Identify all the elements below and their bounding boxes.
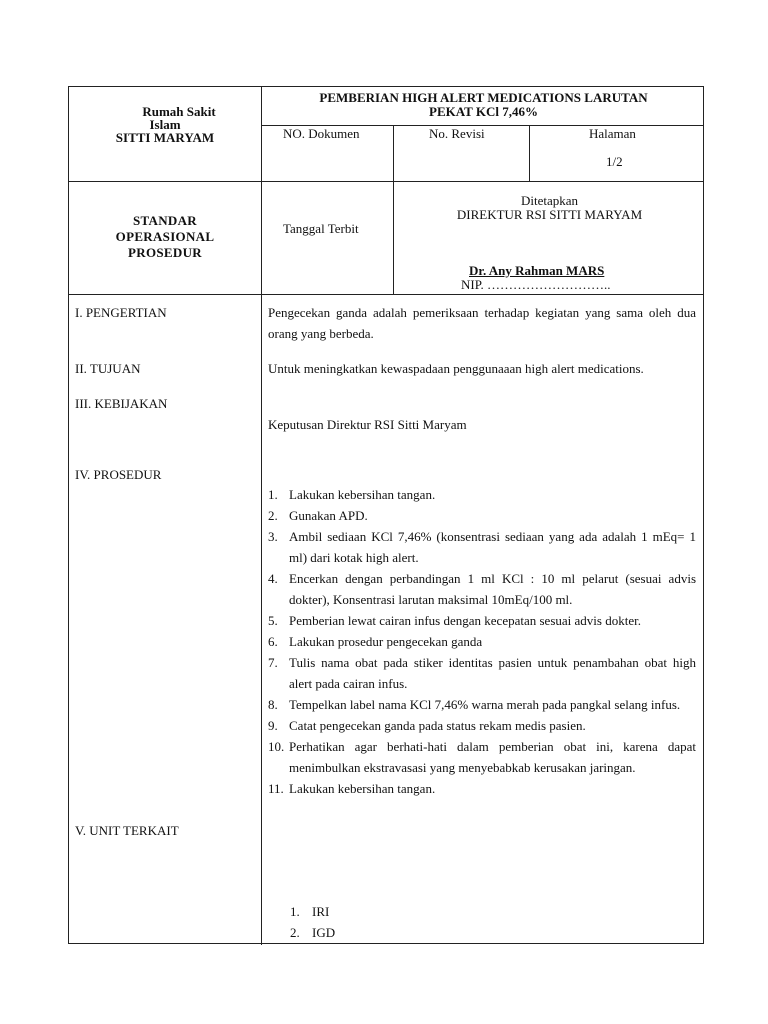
unit-list	[290, 901, 335, 943]
kebijakan-text: Keputusan Direktur RSI Sitti Maryam	[268, 417, 467, 432]
list-item	[268, 736, 696, 778]
step-text: Gunakan APD.	[289, 508, 368, 523]
title-line-2: PEKAT KCl 7,46%	[429, 104, 538, 119]
pengertian-text: Pengecekan ganda adalah pemeriksaan terhadap kegiatan yang sama oleh dua orang yang berbeda.	[268, 305, 696, 341]
sop-label	[69, 213, 261, 261]
hospital-line-1: Rumah Sakit	[142, 104, 216, 119]
step-text: Tulis nama obat pada stiker identitas pasien untuk penambahan obat high alert pada cairan infus.	[289, 655, 696, 691]
list-item	[268, 568, 696, 610]
step-number: 1.	[268, 487, 278, 502]
direktur-label: DIREKTUR RSI SITTI MARYAM	[456, 207, 643, 222]
procedure-steps	[268, 484, 696, 799]
step-number: 10.	[268, 739, 285, 754]
tujuan-label: II. TUJUAN	[75, 361, 141, 376]
sop-line-1: STANDAR	[133, 213, 197, 228]
unit-terkait-label: V. UNIT TERKAIT	[75, 823, 179, 838]
list-item	[268, 505, 696, 526]
ditetapkan-label: Ditetapkan	[520, 193, 579, 208]
list-item	[268, 652, 696, 694]
sop-line-3: PROSEDUR	[128, 245, 202, 260]
kebijakan-label: III. KEBIJAKAN	[75, 396, 168, 411]
revisi-halaman-divider	[529, 125, 530, 181]
sop-divider	[69, 294, 703, 295]
hospital-line-3: SITTI MARYAM	[115, 130, 215, 145]
step-number: 9.	[268, 718, 278, 733]
step-text: Catat pengecekan ganda pada status rekam medis pasien.	[289, 718, 586, 733]
step-number: 3.	[268, 529, 278, 544]
document-title	[262, 91, 705, 119]
step-number: 11.	[268, 781, 284, 796]
halaman-label: Halaman	[589, 126, 636, 141]
step-text: Lakukan kebersihan tangan.	[289, 781, 436, 796]
sop-line-2: OPERASIONAL	[115, 229, 215, 244]
list-item	[290, 922, 335, 943]
unit-number: 2.	[290, 925, 300, 940]
signatory-name: Dr. Any Rahman MARS	[469, 263, 605, 278]
header-divider	[69, 181, 703, 182]
list-item	[290, 901, 335, 922]
unit-text: IGD	[312, 925, 336, 940]
step-number: 8.	[268, 697, 278, 712]
sop-document	[68, 86, 704, 944]
column-divider	[261, 87, 262, 945]
step-number: 7.	[268, 655, 278, 670]
nip-field: NIP. ………………………..	[461, 277, 611, 292]
step-text: Ambil sediaan KCl 7,46% (konsentrasi sediaan yang ada adalah 1 mEq= 1 ml) dari kotak high alert.	[289, 529, 696, 565]
step-number: 2.	[268, 508, 278, 523]
list-item	[268, 610, 696, 631]
halaman-value: 1/2	[606, 154, 623, 169]
title-line-1: PEMBERIAN HIGH ALERT MEDICATIONS LARUTAN	[319, 90, 648, 105]
hospital-line-2: Islam	[149, 117, 181, 132]
step-text: Lakukan prosedur pengecekan ganda	[289, 634, 483, 649]
step-text: Perhatikan agar berhati-hati dalam pemberian obat ini, karena dapat menimbulkan ekstravasasi yang menyebabkab kerusakan jaringan.	[289, 739, 696, 775]
list-item	[268, 715, 696, 736]
tujuan-text: Untuk meningkatkan kewaspadaan penggunaaan high alert medications.	[268, 361, 644, 376]
step-text: Tempelkan label nama KCl 7,46% warna merah pada pangkal selang infus.	[289, 697, 681, 712]
step-number: 5.	[268, 613, 278, 628]
unit-text: IRI	[312, 904, 330, 919]
step-number: 4.	[268, 571, 278, 586]
step-text: Encerkan dengan perbandingan 1 ml KCl : 10 ml pelarut (sesuai advis dokter), Konsentrasi larutan maksimal 10mEq/100 ml.	[289, 571, 696, 607]
list-item	[268, 778, 696, 799]
unit-number: 1.	[290, 904, 300, 919]
tanggal-terbit-label: Tanggal Terbit	[283, 221, 359, 236]
no-dokumen-label: NO. Dokumen	[283, 126, 360, 141]
step-text: Pemberian lewat cairan infus dengan kecepatan sesuai advis dokter.	[289, 613, 641, 628]
list-item	[268, 694, 696, 715]
pengertian-label: I. PENGERTIAN	[75, 305, 167, 320]
list-item	[268, 484, 696, 505]
no-revisi-label: No. Revisi	[429, 126, 485, 141]
prosedur-label: IV. PROSEDUR	[75, 467, 162, 482]
list-item	[268, 526, 696, 568]
step-text: Lakukan kebersihan tangan.	[289, 487, 436, 502]
list-item	[268, 631, 696, 652]
step-number: 6.	[268, 634, 278, 649]
hospital-name	[69, 105, 261, 144]
